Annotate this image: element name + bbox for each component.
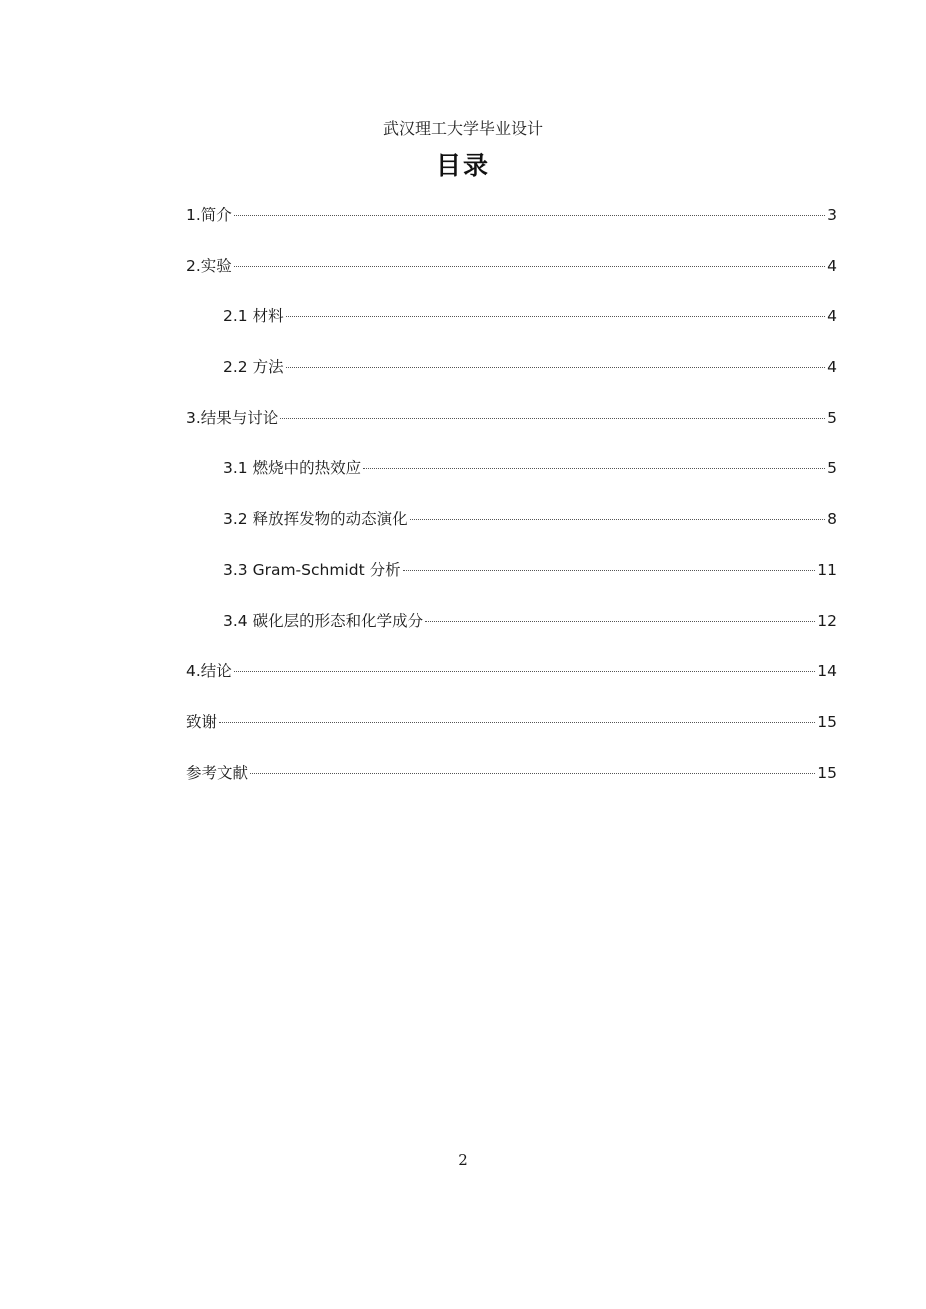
toc-leader-dots: [234, 215, 825, 216]
table-of-contents: [186, 202, 837, 810]
toc-leader-dots: [410, 519, 826, 520]
toc-leader-dots: [234, 266, 825, 267]
toc-entry-label: 2.实验: [186, 256, 232, 275]
toc-entry[interactable]: [186, 760, 837, 811]
toc-entry-page: 12: [817, 611, 837, 630]
toc-entry-label: 2.1 材料: [223, 307, 284, 326]
toc-entry-label: 3.2 释放挥发物的动态演化: [223, 510, 408, 529]
toc-leader-dots: [250, 773, 815, 774]
toc-entry-label: 3.1 燃烧中的热效应: [223, 459, 362, 478]
toc-subentry[interactable]: [186, 506, 837, 557]
toc-leader-dots: [234, 671, 815, 672]
toc-entry[interactable]: [186, 253, 837, 304]
toc-entry-label: 参考文献: [186, 763, 249, 782]
toc-leader-dots: [219, 722, 815, 723]
toc-entry[interactable]: [186, 202, 837, 253]
toc-leader-dots: [425, 621, 815, 622]
toc-entry-label: 3.3 Gram-Schmidt 分析: [223, 560, 401, 579]
toc-entry[interactable]: [186, 405, 837, 456]
toc-entry-label: 致谢: [186, 712, 218, 731]
page-title: 目录: [435, 151, 490, 180]
toc-entry-page: 15: [817, 763, 837, 782]
toc-entry-page: 4: [827, 358, 837, 377]
toc-entry-page: 4: [827, 307, 837, 326]
toc-subentry[interactable]: [186, 354, 837, 405]
toc-entry-page: 5: [827, 459, 837, 478]
toc-entry[interactable]: [186, 709, 837, 760]
toc-leader-dots: [280, 418, 825, 419]
toc-entry-label: 4.结论: [186, 662, 232, 681]
toc-subentry[interactable]: [186, 303, 837, 354]
toc-leader-dots: [286, 367, 826, 368]
toc-entry-page: 14: [817, 662, 837, 681]
toc-entry-label: 2.2 方法: [223, 358, 284, 377]
toc-entry[interactable]: [186, 658, 837, 709]
toc-entry-label: 3.结果与讨论: [186, 408, 279, 427]
toc-entry-page: 4: [827, 256, 837, 275]
page-header: 武汉理工大学毕业设计: [382, 119, 543, 138]
toc-entry-page: 5: [827, 408, 837, 427]
toc-entry-page: 8: [827, 510, 837, 529]
toc-subentry[interactable]: [186, 608, 837, 659]
toc-leader-dots: [403, 570, 816, 571]
toc-entry-page: 3: [827, 206, 837, 224]
page-number: 2: [458, 1151, 468, 1169]
toc-entry-page: 11: [817, 560, 837, 579]
toc-subentry[interactable]: [186, 557, 837, 608]
toc-entry-label: 1.简介: [186, 206, 232, 224]
toc-entry-page: 15: [817, 712, 837, 731]
toc-entry-label: 3.4 碳化层的形态和化学成分: [223, 611, 424, 630]
toc-leader-dots: [286, 316, 826, 317]
toc-leader-dots: [363, 468, 825, 469]
toc-subentry[interactable]: [186, 455, 837, 506]
